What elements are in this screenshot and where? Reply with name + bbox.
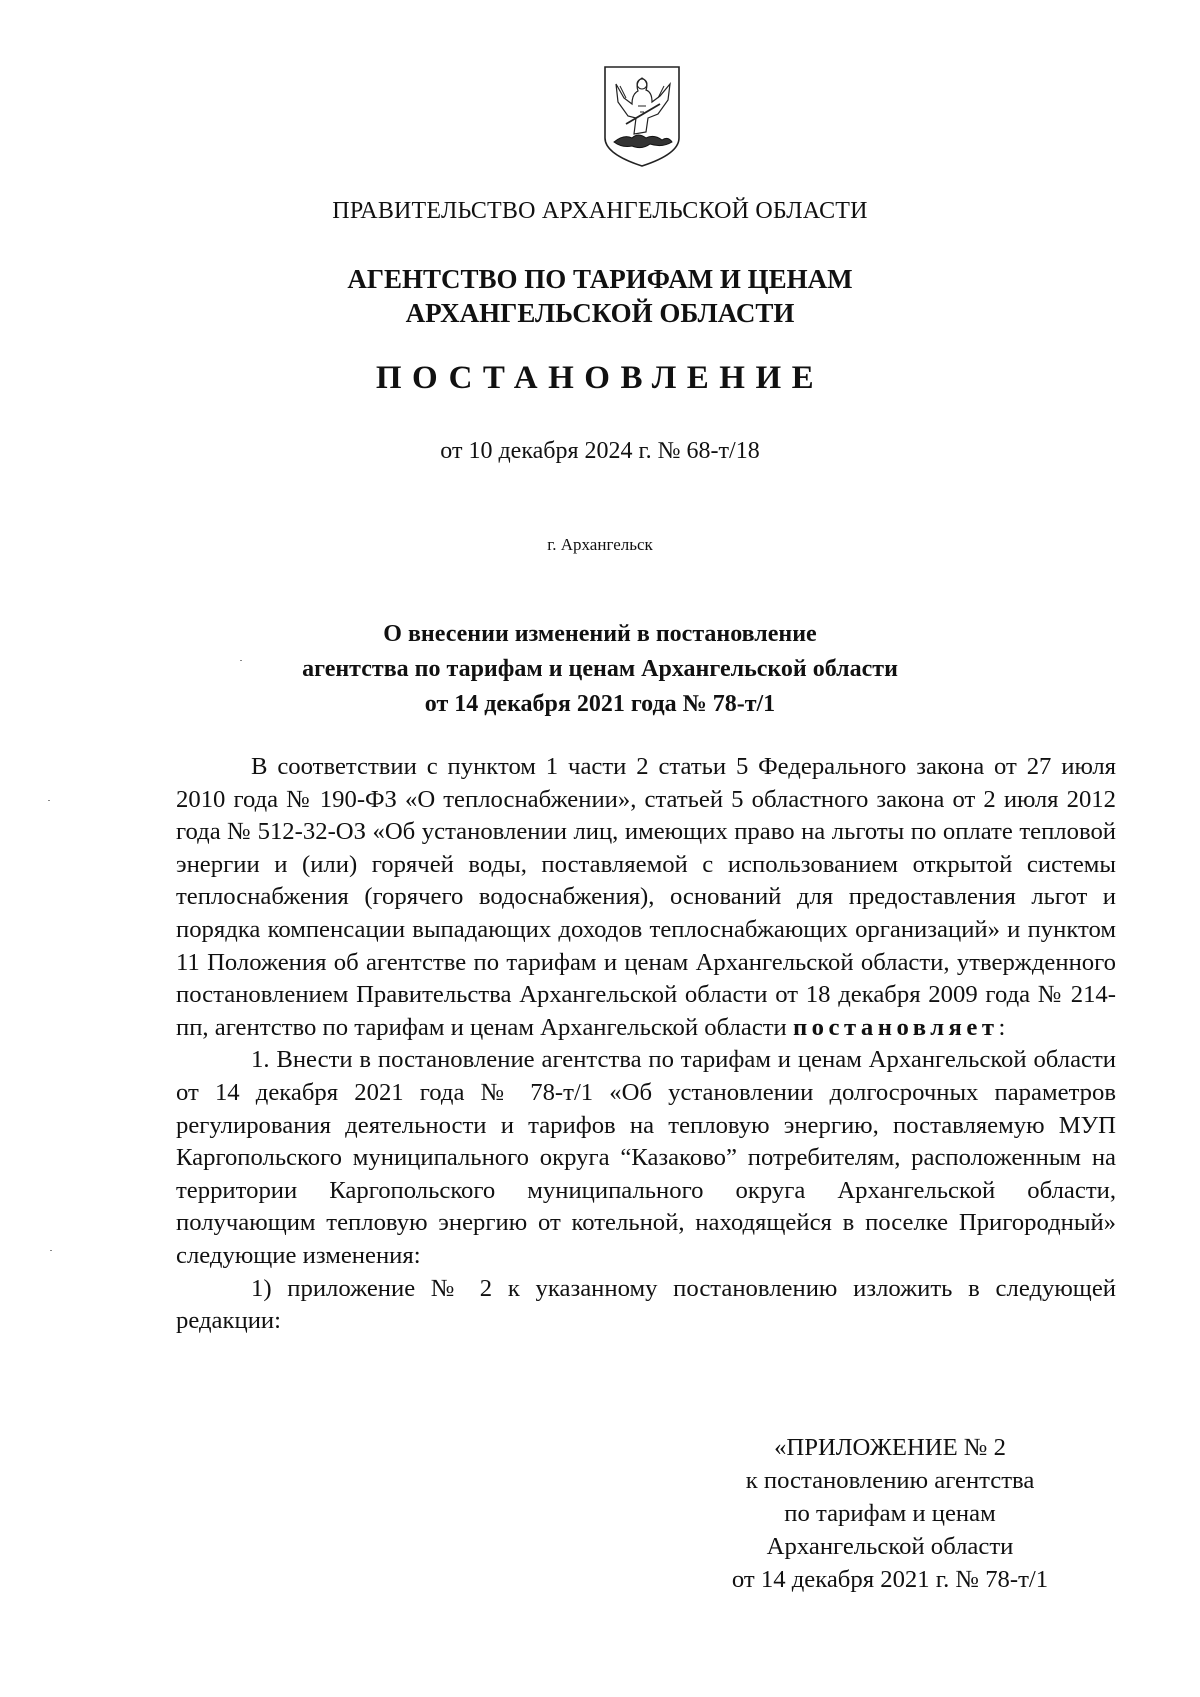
appendix-line4: Архангельской области xyxy=(766,1533,1014,1560)
preamble-text: В соответствии с пунктом 1 части 2 статьи 5 Федерального закона от 27 июля 2010 года № 190-ФЗ «О теплоснабжении», статьей 5 областного закона от 2 июля 2012 года № 512-32-ОЗ «Об установлении лиц, имеющих право на льготы по оплате тепловой энергии и (или) горячей воды, поставляемой с использованием открытой системы теплоснабжения (горячего водоснабжения), оснований для предоставления льгот и порядка компенсации выпадающих доходов теплоснабжающих организаций» и пунктом 11 Положения об агентстве по тарифам и ценам Архангельской области, утвержденного постановлением Правительства Архангельской области от 18 декабря 2009 года № 214-пп, агентство по тарифам и ценам Архангельской области xyxy=(176,753,1116,1041)
title-line2: агентства по тарифам и ценам Архангельской области xyxy=(302,656,898,682)
government-name: ПРАВИТЕЛЬСТВО АРХАНГЕЛЬСКОЙ ОБЛАСТИ xyxy=(332,198,868,224)
document-city: г. Архангельск xyxy=(547,535,653,554)
coat-of-arms-emblem xyxy=(602,64,682,168)
appendix-line1: «ПРИЛОЖЕНИЕ № 2 xyxy=(774,1434,1006,1461)
scan-speck xyxy=(50,1250,52,1251)
item-1-paragraph: 1. Внести в постановление агентства по тарифам и ценам Архангельской области от 14 декабря 2021 года № 78-т/1 «Об установлении долгосрочных параметров регулирования деятельности и тарифов на тепловую энергию, поставляемую МУП Каргопольского муниципального округа “Казаково” потребителям, расположенным на территории Каргопольского муниципального округа Архангельской области, получающим тепловую энергию от котельной, находящейся в поселке Пригородный» следующие изменения: xyxy=(176,1046,1116,1269)
scan-speck xyxy=(240,660,242,661)
title-line3: от 14 декабря 2021 года № 78-т/1 xyxy=(424,691,776,717)
document-date-number: от 10 декабря 2024 г. № 68-т/18 xyxy=(440,438,760,464)
agency-name-line1: АГЕНТСТВО ПО ТАРИФАМ И ЦЕНАМ xyxy=(347,264,853,294)
appendix-line3: по тарифам и ценам xyxy=(784,1500,996,1527)
agency-name xyxy=(0,262,1200,330)
document-title xyxy=(0,617,1200,722)
item-1-1-paragraph: 1) приложение № 2 к указанному постановлению изложить в следующей редакции: xyxy=(176,1274,1116,1335)
arkhangelsk-coat-of-arms-icon xyxy=(602,64,682,168)
resolves-word: постановляет xyxy=(792,1013,999,1041)
document-body xyxy=(176,751,1116,1338)
appendix-heading xyxy=(680,1431,1100,1596)
resolves-colon: : xyxy=(998,1013,1006,1041)
document-type: ПОСТАНОВЛЕНИЕ xyxy=(375,360,825,396)
agency-name-line2: АРХАНГЕЛЬСКОЙ ОБЛАСТИ xyxy=(405,298,795,328)
preamble-paragraph xyxy=(176,751,1116,1044)
appendix-line2: к постановлению агентства xyxy=(745,1467,1035,1494)
title-line1: О внесении изменений в постановление xyxy=(383,621,817,647)
scan-speck xyxy=(48,800,50,801)
appendix-line5: от 14 декабря 2021 г. № 78-т/1 xyxy=(731,1566,1049,1593)
